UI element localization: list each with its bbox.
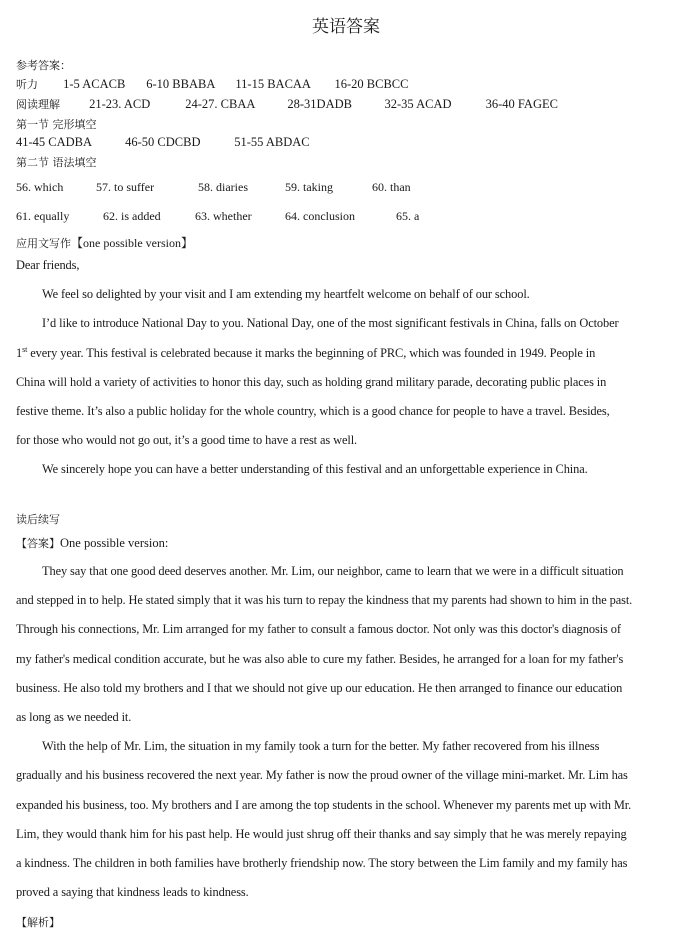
answer-group: 16-20 BCBCC <box>334 77 409 91</box>
story-line: as long as we needed it. <box>16 710 132 724</box>
grammar-answer: 59. taking <box>285 180 333 194</box>
letter-line <box>16 345 678 361</box>
answer-group: 28-31DADB <box>287 97 352 111</box>
grammar-answer: 62. is added <box>103 209 161 223</box>
continuation-heading: 读后续写 <box>16 513 60 526</box>
answer-group: 1-5 ACACB <box>63 77 126 91</box>
story-line: With the help of Mr. Lim, the situation in my family took a turn for the better. My father recovered from his illness <box>42 739 600 753</box>
answer-group: 11-15 BACAA <box>235 77 311 91</box>
cloze-heading: 第一节 完形填空 <box>16 118 97 131</box>
letter-line: for those who would not go out, it’s a good time to have a rest as well. <box>16 433 358 447</box>
continuation-answer <box>16 535 168 551</box>
story-line: a kindness. The children in both families have brotherly friendship now. The story between the Lim family and my family has <box>16 856 628 870</box>
letter-line-text: every year. This festival is celebrated because it marks the beginning of PRC, which was founded in 1949. People in <box>30 346 596 361</box>
writing-heading-en: 【one possible version】 <box>71 236 193 250</box>
story-line: my father's medical condition accurate, but he was also able to cure my father. Besides, he arranged for a loan for my father's <box>16 652 624 666</box>
story-line: Through his connections, Mr. Lim arranged for my father to consult a famous doctor. Not only was this doctor's diagnosis of <box>16 622 621 636</box>
reference-answers-heading: 参考答案： <box>16 59 71 72</box>
grammar-answer: 60. than <box>372 180 411 194</box>
letter-line: We feel so delighted by your visit and I am extending my heartfelt welcome on behalf of our school. <box>42 287 530 301</box>
reading-answers <box>16 96 558 112</box>
answer-group: 41-45 CADBA <box>16 135 93 149</box>
grammar-answer: 58. diaries <box>198 180 248 194</box>
story-line: and stepped in to help. He stated simply that it was his turn to repay the kindness that my parents had shown to him in the past. <box>16 593 633 607</box>
answer-group: 46-50 CDCBD <box>125 135 201 149</box>
answer-group: 32-35 ACAD <box>384 97 452 111</box>
answer-label: 【答案】 <box>16 537 60 550</box>
grammar-answer: 65. a <box>396 209 420 223</box>
writing-heading-cn: 应用文写作 <box>16 237 71 250</box>
story-line: expanded his business, too. My brothers and I are among the top students in the school. Whenever my parents met up with Mr. <box>16 798 632 812</box>
date-number: 1 <box>16 346 23 361</box>
letter-line: China will hold a variety of activities to honor this day, such as holding grand military parade, decorating public places in <box>16 375 607 389</box>
letter-line: We sincerely hope you can have a better understanding of this festival and an unforgettable experience in China. <box>42 462 588 476</box>
story-line: They say that one good deed deserves another. Mr. Lim, our neighbor, came to learn that we were in a difficult situation <box>42 564 624 578</box>
grammar-answers-row-2 <box>16 209 419 224</box>
answer-group: 6-10 BBABA <box>146 77 216 91</box>
story-line: Lim, they would thank him for his past help. He would just shrug off their thanks and say simply that he was merely repaying <box>16 827 627 841</box>
grammar-answers-row-1 <box>16 180 411 195</box>
story-line: proved a saying that kindness leads to kindness. <box>16 885 249 899</box>
answer-text: One possible version: <box>60 536 169 550</box>
story-line: gradually and his business recovered the next year. My father is now the proud owner of the village mini-market. Mr. Lim has <box>16 768 628 782</box>
cloze-answers <box>16 135 310 150</box>
reading-label: 阅读理解 <box>16 98 60 111</box>
grammar-heading: 第二节 语法填空 <box>16 156 97 169</box>
letter-greeting: Dear friends, <box>16 258 80 272</box>
answer-group: 21-23. ACD <box>89 97 151 111</box>
answer-group: 51-55 ABDAC <box>234 135 310 149</box>
letter-line: festive theme. It’s also a public holiday for the whole country, which is a good chance for people to have a travel. Besides, <box>16 404 610 418</box>
letter-line: I’d like to introduce National Day to you. National Day, one of the most significant festivals in China, falls on October <box>42 316 619 330</box>
writing-heading <box>16 234 193 251</box>
grammar-answer: 64. conclusion <box>285 209 355 223</box>
answer-group: 36-40 FAGEC <box>485 97 558 111</box>
listening-answers <box>16 76 408 92</box>
grammar-answer: 57. to suffer <box>96 180 155 194</box>
grammar-answer: 56. which <box>16 180 64 194</box>
analysis-heading: 【解析】 <box>16 916 60 929</box>
listening-label: 听力 <box>16 78 38 91</box>
story-line: business. He also told my brothers and I that we should not give up our education. He then arranged to finance our education <box>16 681 623 695</box>
page-title: 英语答案 <box>312 17 380 37</box>
answer-group: 24-27. CBAA <box>185 97 256 111</box>
grammar-answer: 63. whether <box>195 209 252 223</box>
date-suffix: st <box>22 345 28 354</box>
grammar-answer: 61. equally <box>16 209 70 223</box>
